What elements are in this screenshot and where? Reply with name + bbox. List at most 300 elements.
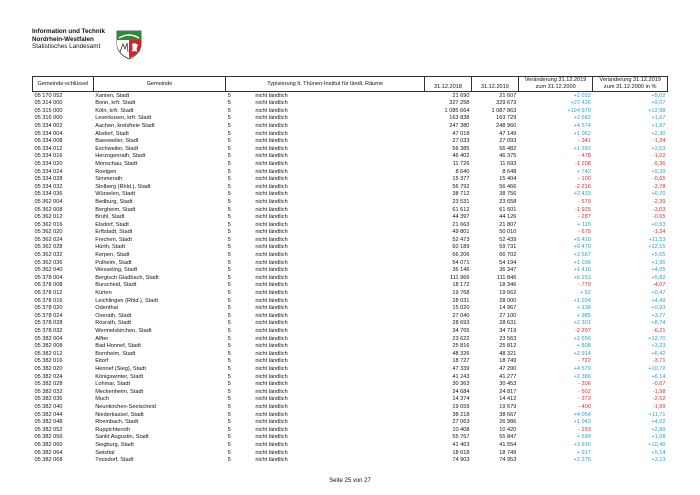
type-class: 5 [227, 305, 231, 312]
type-label: nicht ländlich [255, 350, 288, 357]
header-type: Typisierung lt. Thünen-Institut für ländl. Räume [226, 77, 425, 92]
type-class: 5 [227, 335, 231, 342]
municipality-code: 05 382 004 [34, 335, 63, 342]
change-absolute: - 100 [578, 176, 591, 183]
municipality-code: 05 382 028 [34, 381, 63, 388]
table-row [33, 199, 668, 207]
municipality-code: 05 334 028 [34, 176, 63, 183]
municipality-name: Bergisch Gladbach, Stadt [95, 274, 159, 281]
population-2018: 18 727 [452, 358, 470, 365]
population-2019: 163 729 [496, 115, 517, 122]
change-percent: +2,30 [651, 130, 666, 137]
table-row [33, 138, 668, 146]
population-2018: 111 966 [450, 274, 470, 281]
change-absolute: - 400 [578, 403, 591, 410]
population-2019: 28 000 [499, 297, 517, 304]
population-2019: 27 100 [499, 312, 517, 319]
municipality-name: Much [95, 396, 109, 403]
change-percent: +6,42 [651, 350, 666, 357]
municipality-name: Königswinter, Stadt [95, 373, 144, 380]
header-change-abs: Veränderung 31.12.2019 zum 31.12.2000 [518, 77, 593, 92]
change-absolute: +2 682 [573, 115, 591, 122]
type-label: nicht ländlich [255, 403, 288, 410]
type-class: 5 [227, 138, 231, 145]
population-2019: 47 149 [499, 130, 517, 137]
type-class: 5 [227, 419, 231, 426]
municipality-name: Stolberg (Rhld.), Stadt [95, 183, 151, 190]
type-label: nicht ländlich [255, 198, 288, 205]
type-class: 5 [227, 244, 231, 251]
change-percent: -0,65 [652, 214, 666, 221]
population-2019: 18 749 [499, 449, 517, 456]
municipality-name: Sankt Augustin, Stadt [95, 434, 149, 441]
change-percent: -1,34 [652, 229, 666, 236]
table-row [33, 153, 668, 161]
municipality-code: 05 362 016 [34, 221, 63, 228]
population-2019: 11 693 [499, 160, 517, 167]
population-2019: 23 563 [499, 335, 517, 342]
population-2018: 163 838 [449, 115, 470, 122]
municipality-code: 05 382 036 [34, 396, 63, 403]
municipality-name: Rheinbach, Stadt [95, 419, 139, 426]
change-percent: +1,87 [651, 122, 666, 129]
municipality-name: Eitorf [95, 358, 109, 365]
type-class: 5 [227, 373, 231, 380]
change-absolute: - 293 [578, 426, 591, 433]
type-class: 5 [227, 381, 231, 388]
municipality-name: Alsdorf, Stadt [95, 130, 129, 137]
population-2018: 34 765 [452, 328, 470, 334]
type-class: 5 [227, 365, 231, 372]
type-class: 5 [227, 206, 231, 213]
population-2019: 26 986 [499, 419, 517, 426]
population-2018: 24 684 [452, 388, 470, 395]
change-percent: -0,67 [652, 381, 666, 388]
change-percent: +4,49 [651, 297, 666, 304]
municipality-name: Frechen, Stadt [95, 236, 132, 243]
type-class: 5 [227, 388, 231, 395]
municipality-name: Ruppichteroth [95, 426, 131, 433]
municipality-name: Eschweiler, Stadt [95, 145, 139, 152]
type-class: 5 [227, 267, 231, 274]
header-name: Gemeinde [93, 77, 226, 92]
municipality-code: 05 378 032 [34, 328, 63, 334]
type-label: nicht ländlich [255, 381, 288, 388]
municipality-name: Bad Honnef, Stadt [95, 343, 141, 350]
population-2019: 59 731 [499, 244, 517, 251]
population-2018: 10 408 [452, 426, 470, 433]
type-label: nicht ländlich [255, 229, 288, 236]
type-class: 5 [227, 457, 231, 464]
type-class: 5 [227, 403, 231, 410]
population-2018: 18 172 [452, 282, 470, 289]
type-label: nicht ländlich [255, 160, 288, 167]
change-absolute: +1 416 [573, 267, 591, 274]
type-class: 5 [227, 198, 231, 205]
municipality-name: Neunkirchen-Seelscheid [95, 403, 156, 410]
population-2018: 56 792 [452, 183, 470, 190]
population-2019: 46 375 [499, 153, 517, 160]
population-2018: 38 712 [452, 191, 470, 198]
org-name-line2: Nordrhein-Westfalen [32, 35, 94, 43]
population-2018: 52 473 [452, 236, 470, 243]
population-2019: 41 554 [499, 441, 517, 448]
change-absolute: +1 032 [573, 92, 591, 99]
type-class: 5 [227, 312, 231, 319]
change-percent: -4,07 [652, 282, 666, 289]
table-row [33, 457, 668, 465]
municipality-name: Brühl, Stadt [95, 214, 125, 221]
type-label: nicht ländlich [255, 206, 288, 213]
change-absolute: +2 386 [573, 373, 591, 380]
population-2019: 66 702 [499, 252, 517, 259]
table-row [33, 214, 668, 222]
type-class: 5 [227, 350, 231, 357]
type-label: nicht ländlich [255, 259, 288, 266]
municipality-code: 05 334 036 [34, 191, 63, 198]
change-absolute: +5 420 [573, 236, 591, 243]
type-class: 5 [227, 176, 231, 183]
table-body [33, 92, 668, 465]
municipality-name: Siegburg, Stadt [95, 441, 134, 448]
population-2019: 248 960 [496, 122, 517, 129]
population-2018: 54 071 [452, 259, 470, 266]
table-row [33, 237, 668, 245]
change-absolute: + 599 [576, 434, 591, 441]
population-2018: 47 339 [452, 365, 470, 372]
population-table [32, 76, 668, 465]
municipality-code: 05 334 012 [34, 145, 63, 152]
type-class: 5 [227, 290, 231, 297]
municipality-name: Alfter [95, 335, 109, 342]
change-absolute: + 917 [576, 449, 591, 456]
type-class: 5 [227, 115, 231, 122]
change-percent: -1,24 [652, 138, 666, 145]
population-2018: 11 726 [452, 160, 470, 167]
population-2018: 15 020 [452, 305, 470, 312]
change-percent: +0,47 [651, 290, 666, 297]
type-class: 5 [227, 396, 231, 403]
change-absolute: - 579 [578, 198, 591, 205]
type-label: nicht ländlich [255, 274, 288, 281]
change-absolute: +1 062 [573, 130, 591, 137]
table-row [33, 351, 668, 359]
municipality-name: Niederkassel, Stadt [95, 411, 144, 418]
type-class: 5 [227, 221, 231, 228]
table-row [33, 168, 668, 176]
type-class: 5 [227, 449, 231, 456]
change-absolute: -1 925 [575, 206, 591, 213]
type-class: 5 [227, 100, 231, 107]
change-percent: +5,02 [651, 92, 666, 99]
type-class: 5 [227, 168, 231, 175]
table-row [33, 108, 668, 116]
municipality-name: Köln, krfr. Stadt [95, 107, 134, 114]
change-absolute: +1 392 [573, 145, 591, 152]
municipality-code: 05 382 012 [34, 350, 63, 357]
header-2018: 31.12.2018 [425, 77, 472, 92]
type-label: nicht ländlich [255, 244, 288, 251]
type-label: nicht ländlich [255, 411, 288, 418]
type-label: nicht ländlich [255, 358, 288, 365]
change-absolute: +6 470 [573, 244, 591, 251]
header-change-pct: Veränderung 31.12.2019 zum 31.12.2000 in % [593, 77, 668, 92]
type-class: 5 [227, 297, 231, 304]
municipality-code: 05 334 004 [34, 130, 63, 137]
table-row [33, 442, 668, 450]
municipality-code: 05 382 060 [34, 441, 63, 448]
type-class: 5 [227, 358, 231, 365]
population-2019: 15 404 [499, 176, 517, 183]
change-absolute: +2 275 [573, 457, 591, 464]
type-class: 5 [227, 130, 231, 137]
change-percent: +9,07 [651, 100, 666, 107]
municipality-name: Herzogenrath, Stadt [95, 153, 146, 160]
change-percent: -6,21 [652, 328, 666, 334]
population-2019: 23 658 [499, 198, 517, 205]
population-2018: 23 622 [452, 335, 470, 342]
change-absolute: +2 301 [573, 320, 591, 327]
municipality-code: 05 382 044 [34, 411, 63, 418]
org-name-line3: Statistisches Landesamt [32, 43, 101, 51]
table-row [33, 434, 668, 442]
population-2019: 48 321 [499, 350, 517, 357]
population-2018: 23 531 [452, 198, 470, 205]
change-absolute: +3 567 [573, 252, 591, 259]
municipality-code: 05 362 020 [34, 229, 63, 236]
change-absolute: +4 574 [573, 122, 591, 129]
change-percent: +5,65 [651, 252, 666, 259]
type-label: nicht ländlich [255, 221, 288, 228]
change-absolute: + 808 [576, 343, 591, 350]
change-percent: +3,23 [651, 343, 666, 350]
population-2018: 41 243 [452, 373, 470, 380]
municipality-code: 05 382 048 [34, 419, 63, 426]
table-row [33, 373, 668, 381]
population-2019: 38 756 [499, 191, 517, 198]
type-label: nicht ländlich [255, 130, 288, 137]
municipality-code: 05 334 008 [34, 138, 63, 145]
change-percent: +10,40 [648, 441, 666, 448]
change-percent: +12,70 [648, 335, 666, 342]
municipality-name: Aachen, kreisfreie Stadt [95, 122, 155, 129]
type-label: nicht ländlich [255, 373, 288, 380]
population-2019: 56 466 [499, 183, 517, 190]
change-absolute: - 287 [578, 214, 591, 221]
change-percent: +3,77 [651, 312, 666, 319]
type-label: nicht ländlich [255, 145, 288, 152]
change-percent: -1,98 [652, 388, 666, 395]
change-percent: +11,53 [648, 236, 666, 243]
population-2018: 19 768 [452, 290, 470, 297]
type-label: nicht ländlich [255, 441, 288, 448]
municipality-code: 05 170 052 [34, 92, 63, 99]
type-class: 5 [227, 252, 231, 259]
table-row [33, 282, 668, 290]
type-label: nicht ländlich [255, 153, 288, 160]
type-label: nicht ländlich [255, 183, 288, 190]
table-row [33, 206, 668, 214]
table-row [33, 176, 668, 184]
population-2019: 21 607 [499, 92, 517, 99]
type-label: nicht ländlich [255, 297, 288, 304]
table-row [33, 259, 668, 267]
population-2018: 27 040 [452, 312, 470, 319]
municipality-name: Rösrath, Stadt [95, 320, 131, 327]
municipality-name: Overath, Stadt [95, 312, 132, 319]
type-class: 5 [227, 441, 231, 448]
municipality-code: 05 334 032 [34, 183, 63, 190]
change-percent: +10,72 [648, 365, 666, 372]
municipality-name: Bergheim, Stadt [95, 206, 136, 213]
change-percent: +11,71 [648, 411, 666, 418]
municipality-name: Bonn, krfr. Stadt [95, 100, 136, 107]
change-absolute: - 779 [578, 282, 591, 289]
change-absolute: + 985 [576, 312, 591, 319]
table-row [33, 449, 668, 457]
municipality-code: 05 315 000 [34, 107, 63, 114]
population-2018: 38 218 [452, 411, 470, 418]
table-row [33, 358, 668, 366]
municipality-code: 05 378 024 [34, 312, 63, 319]
change-percent: +1,67 [651, 115, 666, 122]
type-class: 5 [227, 426, 231, 433]
municipality-name: Kerpen, Stadt [95, 252, 130, 259]
municipality-name: Burscheid, Stadt [95, 282, 137, 289]
type-label: nicht ländlich [255, 320, 288, 327]
change-percent: -9,36 [652, 160, 666, 167]
change-percent: -3,78 [652, 183, 666, 190]
change-absolute: +2 914 [573, 350, 591, 357]
municipality-name: Leverkusen, krfr. Stadt [95, 115, 152, 122]
org-header [32, 28, 105, 51]
table-row [33, 222, 668, 230]
municipality-name: Hennef (Sieg), Stadt [95, 365, 146, 372]
municipality-name: Meckenheim, Stadt [95, 388, 144, 395]
population-2019: 34 719 [499, 328, 517, 334]
table-row [33, 411, 668, 419]
population-2018: 28 031 [452, 297, 470, 304]
population-2018: 49 801 [452, 229, 470, 236]
municipality-name: Wesseling, Stadt [95, 267, 138, 274]
municipality-code: 05 362 040 [34, 267, 63, 274]
population-2019: 19 662 [499, 290, 517, 297]
type-class: 5 [227, 145, 231, 152]
type-label: nicht ländlich [255, 388, 288, 395]
population-2019: 47 290 [499, 365, 517, 372]
population-2019: 74 953 [499, 457, 517, 464]
municipality-name: Lohmar, Stadt [95, 381, 131, 388]
population-2018: 15 377 [452, 176, 470, 183]
municipality-name: Monschau, Stadt [95, 160, 138, 167]
change-percent: +3,13 [651, 457, 666, 464]
type-label: nicht ländlich [255, 343, 288, 350]
population-2019: 41 277 [499, 373, 517, 380]
municipality-code: 05 378 020 [34, 305, 63, 312]
municipality-name: Pulheim, Stadt [95, 259, 132, 266]
population-2019: 329 673 [496, 100, 517, 107]
table-row [33, 115, 668, 123]
population-2018: 19 659 [452, 403, 470, 410]
municipality-code: 05 362 028 [34, 244, 63, 251]
type-label: nicht ländlich [255, 396, 288, 403]
population-2019: 38 667 [499, 411, 517, 418]
population-2018: 18 618 [452, 449, 470, 456]
change-absolute: -1 208 [575, 160, 591, 167]
municipality-code: 05 334 016 [34, 153, 63, 160]
municipality-code: 05 378 008 [34, 282, 63, 289]
type-label: nicht ländlich [255, 365, 288, 372]
population-2019: 28 631 [499, 320, 517, 327]
population-2018: 48 326 [452, 350, 470, 357]
type-label: nicht ländlich [255, 449, 288, 456]
population-2018: 8 640 [455, 168, 470, 175]
type-label: nicht ländlich [255, 419, 288, 426]
page-number: Seite 25 von 27 [329, 478, 371, 484]
change-absolute: +2 656 [573, 335, 591, 342]
population-2019: 25 812 [499, 343, 517, 350]
population-2019: 1 087 863 [491, 107, 517, 114]
table-row [33, 290, 668, 298]
population-2019: 19 679 [499, 403, 517, 410]
type-label: nicht ländlich [255, 100, 288, 107]
municipality-name: Kürten [95, 290, 112, 297]
type-label: nicht ländlich [255, 457, 288, 464]
municipality-code: 05 382 020 [34, 365, 63, 372]
type-class: 5 [227, 183, 231, 190]
municipality-code: 05 382 008 [34, 343, 63, 350]
municipality-name: Bornheim, Stadt [95, 350, 136, 357]
change-absolute: - 679 [578, 229, 591, 236]
population-2019: 8 648 [502, 168, 517, 175]
change-percent: +4,02 [651, 419, 666, 426]
population-2018: 55 767 [452, 434, 470, 441]
change-percent: +0,53 [651, 221, 666, 228]
population-2019: 18 346 [499, 282, 517, 289]
municipality-code: 05 362 032 [34, 252, 63, 259]
table-row [33, 244, 668, 252]
type-label: nicht ländlich [255, 426, 288, 433]
municipality-code: 05 382 068 [34, 457, 63, 464]
type-class: 5 [227, 411, 231, 418]
type-label: nicht ländlich [255, 252, 288, 259]
change-absolute: +27 426 [570, 100, 591, 107]
population-2019: 61 601 [499, 206, 517, 213]
population-2019: 14 412 [499, 396, 517, 403]
change-percent: -2,52 [652, 396, 666, 403]
population-2018: 27 063 [452, 419, 470, 426]
population-2019: 54 194 [499, 259, 517, 266]
table-row [33, 275, 668, 283]
table-row [33, 427, 668, 435]
type-class: 5 [227, 259, 231, 266]
population-2019: 24 817 [499, 388, 517, 395]
type-label: nicht ländlich [255, 328, 288, 334]
municipality-name: Troisdorf, Stadt [95, 457, 134, 464]
population-2019: 44 126 [499, 214, 517, 221]
change-absolute: +2 433 [573, 191, 591, 198]
municipality-name: Wermelskirchen, Stadt [95, 328, 152, 334]
table-row [33, 389, 668, 397]
change-percent: +6,70 [651, 191, 666, 198]
change-percent: +12,15 [648, 244, 666, 251]
municipality-name: Erftstadt, Stadt [95, 229, 133, 236]
population-2018: 1 085 664 [444, 107, 470, 114]
table-row [33, 100, 668, 108]
population-2019: 14 967 [499, 305, 517, 312]
municipality-name: Elsdorf, Stadt [95, 221, 129, 228]
type-class: 5 [227, 229, 231, 236]
